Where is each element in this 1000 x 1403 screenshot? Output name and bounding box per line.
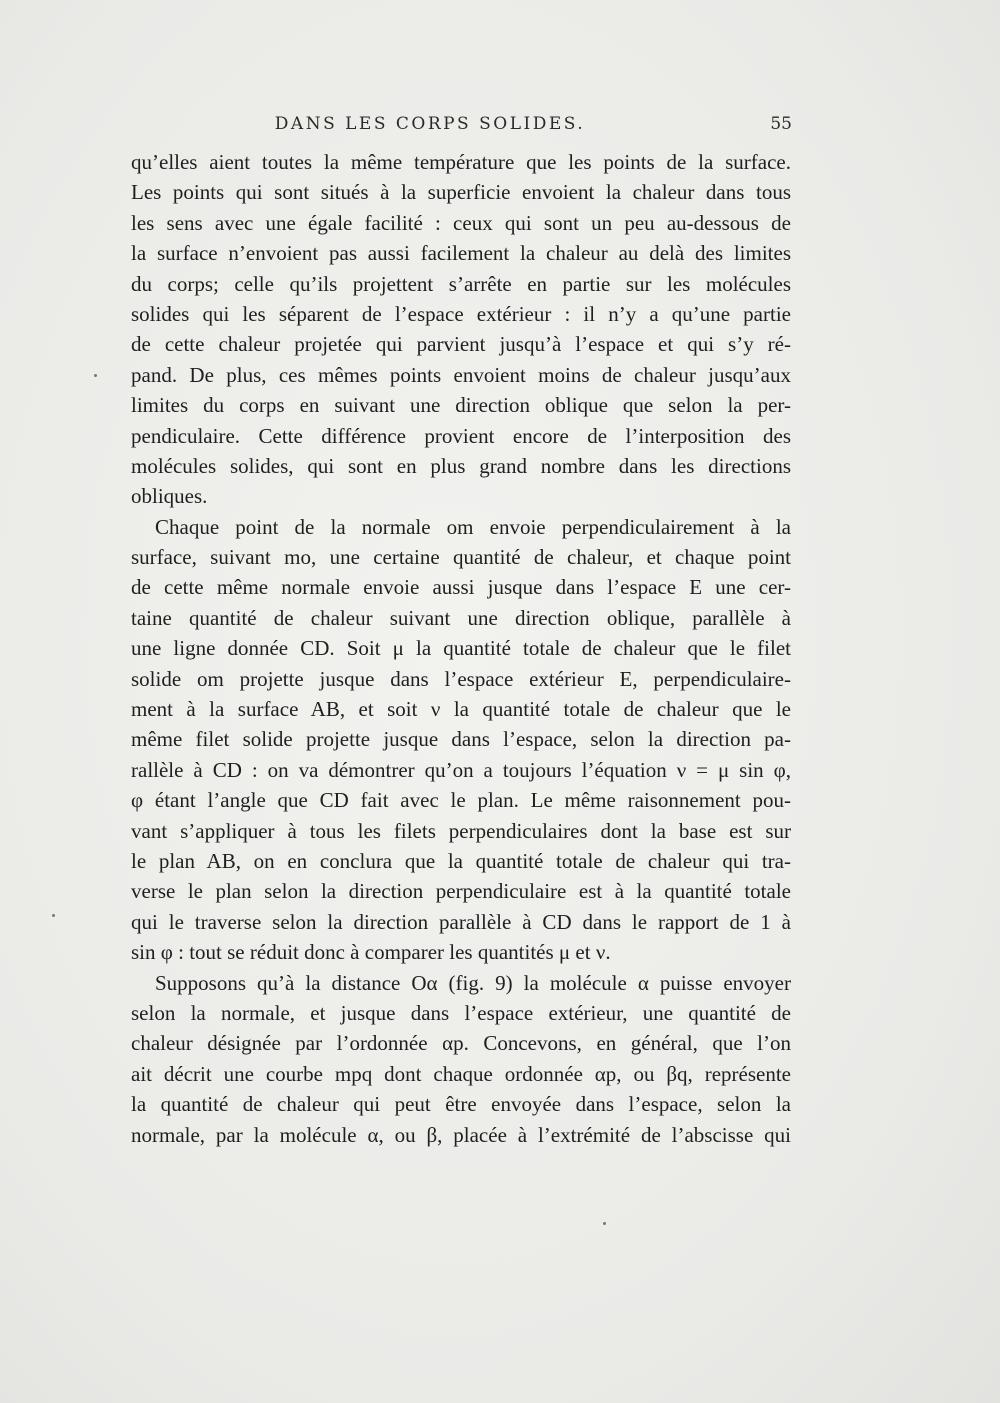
text-line: pand. De plus, ces mêmes points envoient moins de chaleur jusqu’aux — [131, 362, 791, 387]
text-line: le plan AB, on en conclura que la quantité totale de chaleur qui tra- — [131, 848, 791, 873]
text-line: une ligne donnée CD. Soit μ la quantité totale de chaleur que le filet — [131, 636, 791, 661]
text-line: limites du corps en suivant une direction oblique que selon la per- — [131, 393, 791, 418]
running-title: DANS LES CORPS SOLIDES. — [274, 114, 586, 134]
speck — [94, 374, 97, 377]
text-line: Supposons qu’à la distance Oα (fig. 9) la molécule α puisse envoyer — [155, 970, 791, 995]
body-text — [131, 147, 791, 1150]
text-line: chaleur désignée par l’ordonnée αp. Concevons, en général, que l’on — [131, 1031, 791, 1056]
text-line: la surface n’envoient pas aussi facilement la chaleur au delà des limites — [131, 241, 791, 266]
text-line: vant s’appliquer à tous les filets perpendiculaires dont la base est sur — [131, 818, 791, 843]
text-line: solides qui les séparent de l’espace extérieur : il n’y a qu’une partie — [131, 301, 791, 326]
text-line: sin φ : tout se réduit donc à comparer les quantités μ et ν. — [131, 940, 611, 965]
text-line: solide om projette jusque dans l’espace extérieur E, perpendiculaire- — [131, 666, 791, 691]
text-line: surface, suivant mo, une certaine quantité de chaleur, et chaque point — [131, 545, 791, 570]
text-line: ait décrit une courbe mpq dont chaque ordonnée αp, ou βq, représente — [131, 1061, 791, 1086]
text-line: de cette même normale envoie aussi jusque dans l’espace E une cer- — [131, 575, 791, 600]
text-line: qu’elles aient toutes la même température que les points de la surface. — [131, 150, 791, 174]
text-line: molécules solides, qui sont en plus grand nombre dans les directions — [131, 453, 791, 478]
text-line: rallèle à CD : on va démontrer qu’on a toujours l’équation ν = μ sin φ, — [131, 757, 791, 782]
speck — [603, 1222, 606, 1225]
page-number: 55 — [770, 114, 792, 134]
speck — [52, 914, 55, 917]
text-line: taine quantité de chaleur suivant une direction oblique, parallèle à — [131, 605, 791, 630]
running-head — [130, 114, 792, 144]
text-line: pendiculaire. Cette différence provient encore de l’interposition des — [131, 423, 791, 448]
text-line: du corps; celle qu’ils projettent s’arrête en partie sur les molécules — [131, 271, 791, 296]
text-line: normale, par la molécule α, ou β, placée à l’extrémité de l’abscisse qui — [131, 1122, 791, 1147]
text-line: de cette chaleur projetée qui parvient jusqu’à l’espace et qui s’y ré- — [131, 332, 791, 357]
text-line: obliques. — [131, 484, 208, 509]
text-line: verse le plan selon la direction perpendiculaire est à la quantité totale — [131, 879, 791, 904]
text-line: φ étant l’angle que CD fait avec le plan. Le même raisonnement pou- — [131, 788, 791, 813]
text-line: Chaque point de la normale om envoie perpendiculairement à la — [155, 514, 791, 539]
text-line: Les points qui sont situés à la superficie envoient la chaleur dans tous — [131, 180, 791, 205]
text-line: qui le traverse selon la direction parallèle à CD dans le rapport de 1 à — [131, 909, 791, 934]
text-line: ment à la surface AB, et soit ν la quantité totale de chaleur que le — [131, 697, 791, 722]
text-line: la quantité de chaleur qui peut être envoyée dans l’espace, selon la — [131, 1092, 791, 1117]
text-line: même filet solide projette jusque dans l’espace, selon la direction pa- — [131, 727, 791, 752]
text-line: les sens avec une égale facilité : ceux qui sont un peu au-dessous de — [131, 210, 791, 235]
text-line: selon la normale, et jusque dans l’espace extérieur, une quantité de — [131, 1000, 791, 1025]
